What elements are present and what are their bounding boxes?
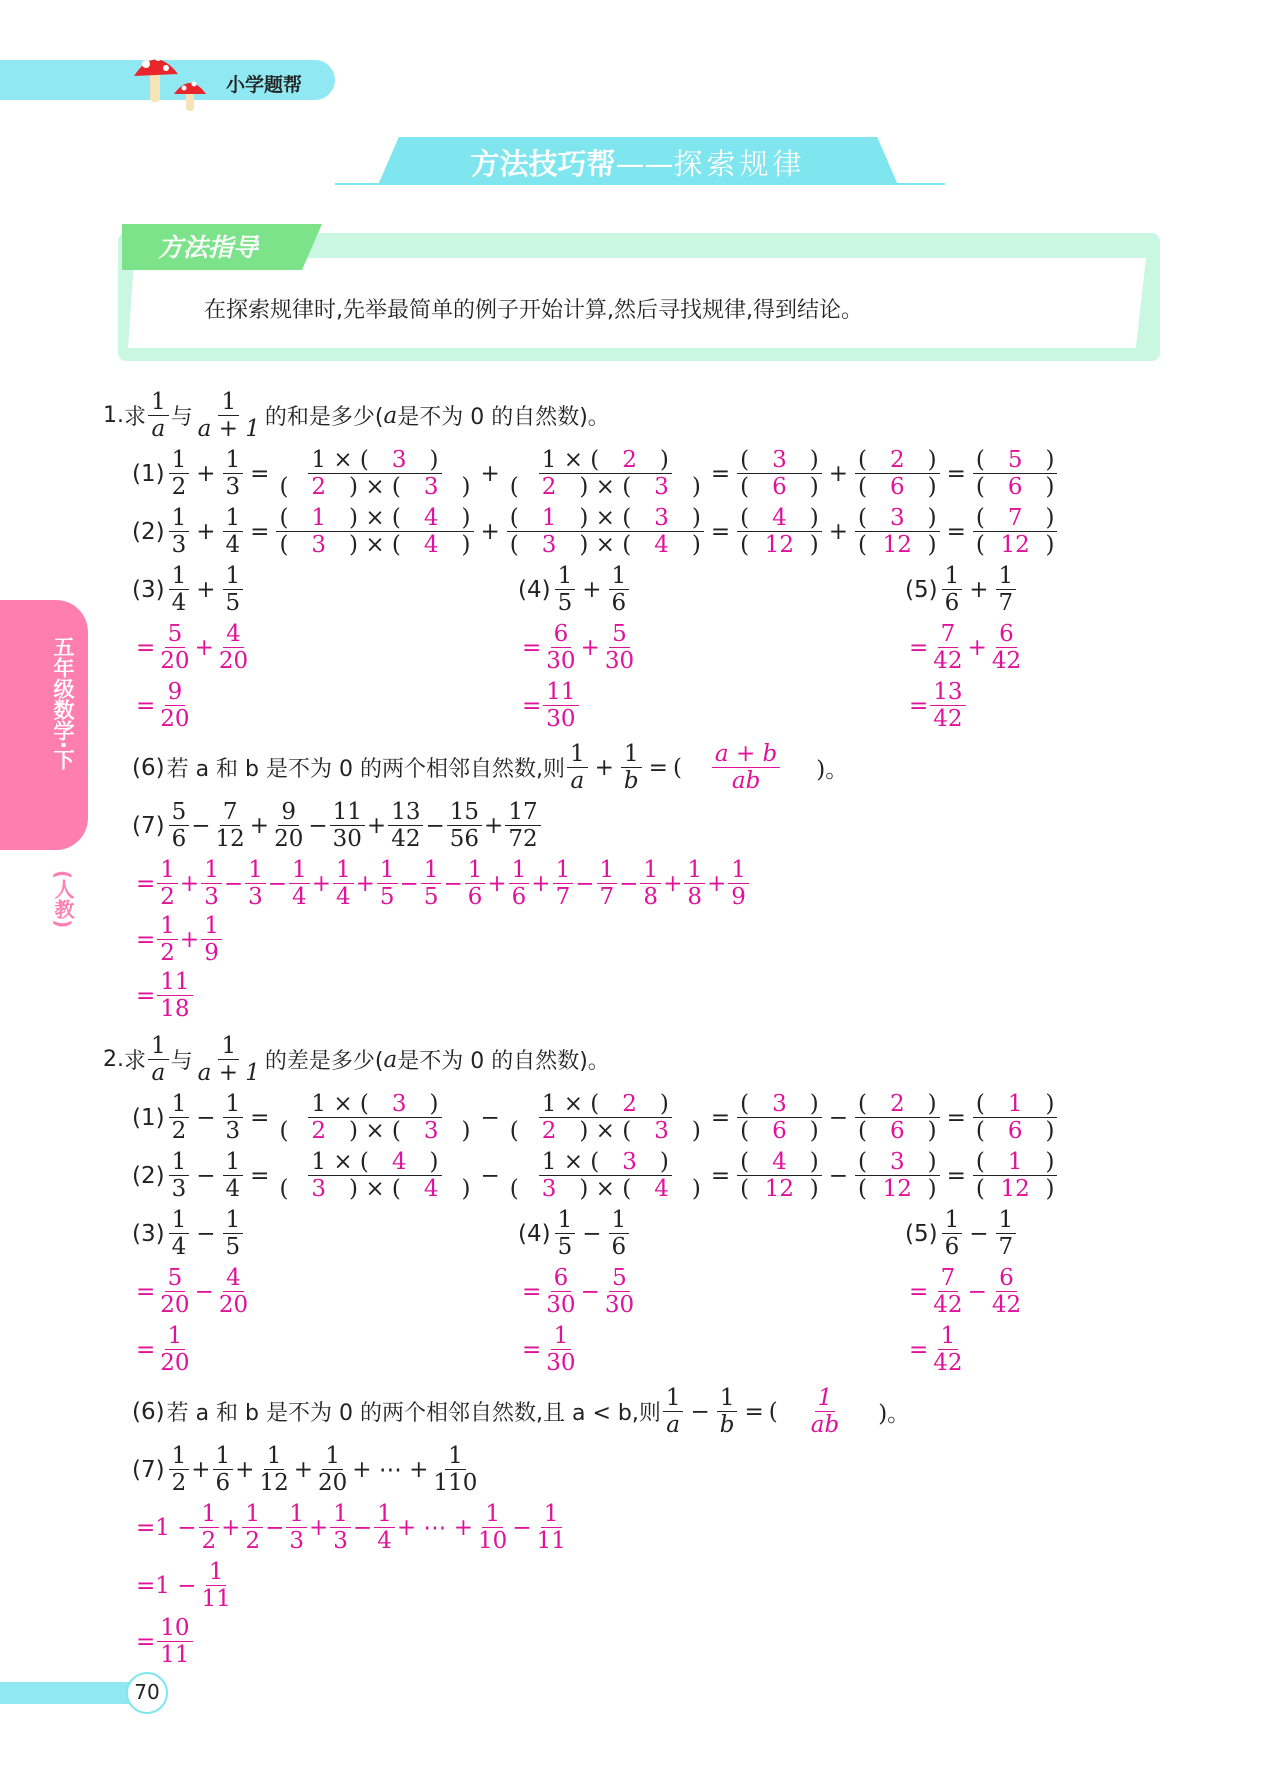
q1-part-7-step2: = $\frac{1}{2}$ + $\frac{1}{9}$: [136, 914, 224, 965]
q2-part-7-step2: =1 − $\frac{1}{11}$: [136, 1559, 231, 1613]
mushroom-icon: [130, 44, 220, 114]
q1-part-7-step1: = $\frac{1}{2}$ + $\frac{1}{3}$ − $\frac{1}{3}$ − $\frac{1}{4}$ + $\frac{1}{4}$ + $\frac{1}{5}$ − $\frac{1}{5}$ − $\frac{1}{6}$ + $\frac{1}{6}$ + $\frac{1}{7}$ − $\frac{1}{7}$ − $\frac{1}{8}$ + $\frac{1}{8}$ + $\frac{1}{9}$: [136, 858, 751, 909]
page-title: 方法技巧帮——探索规律: [470, 147, 806, 181]
q2-heading: 2. 求 $\frac{1}{a}$ 与 $\frac{1}{a + 1}$ 的差是多少( a 是不为 0 的自然数)。: [103, 1033, 610, 1087]
q1-part-1: (1) $\frac{1}{2}$ + $\frac{1}{3}$ = $\frac{1 \times ( 3 )}{( 2 ) \times ( 3 )}$ + $\frac{1 \times ( 2 )}{( 2 ) \times ( 3 )}$ = $\frac{( 3 )}{( 6 )}$ + $\frac{( 2 )}{( 6 )}$ = $\frac{( 5 )}{( 6 )}$: [132, 448, 1059, 499]
q1-part-7: (7) $\frac{5}{6}$ − $\frac{7}{12}$ + $\frac{9}{20}$ − $\frac{11}{30}$ + $\frac{13}{42}$ − $\frac{15}{56}$ + $\frac{17}{72}$: [132, 800, 543, 851]
page-number: 70: [134, 1680, 160, 1704]
q1-heading: 1. 求 $\frac{1}{a}$ 与 $\frac{1}{a + 1}$ 的和是多少( a 是不为 0 的自然数)。: [103, 389, 610, 443]
method-tag-label: 方法指导: [158, 233, 259, 262]
side-tab-edition: (人教): [51, 870, 75, 929]
q2-part-1: (1) $\frac{1}{2}$ − $\frac{1}{3}$ = $\frac{1 \times ( 3 )}{( 2 ) \times ( 3 )}$ − $\frac{1 \times ( 2 )}{( 2 ) \times ( 3 )}$ = $\frac{( 3 )}{( 6 )}$ − $\frac{( 2 )}{( 6 )}$ = $\frac{( 1 )}{( 6 )}$: [132, 1092, 1059, 1143]
q1-part-5: (5) $\frac{1}{6}$ + $\frac{1}{7}$: [905, 564, 1018, 615]
q1-part-3: (3) $\frac{1}{4}$ + $\frac{1}{5}$: [132, 564, 245, 615]
q2-part-6: (6) 若 a 和 b 是不为 0 的两个相邻自然数,且 a < b,则 $\frac{1}{a}$ − $\frac{1}{b}$ = ( $\frac{1}{ab}$ )。: [132, 1385, 911, 1439]
method-text: 在探索规律时,先举最简单的例子开始计算,然后寻找规律,得到结论。: [204, 298, 863, 323]
q1-part-2: (2) $\frac{1}{3}$ + $\frac{1}{4}$ = $\frac{( 1 ) \times ( 4 )}{( 3 ) \times ( 4 )}$ + $\frac{( 1 ) \times ( 3 )}{( 3 ) \times ( 4 )}$ = $\frac{( 4 )}{( 12 )}$ + $\frac{( 3 )}{( 12 )}$ = $\frac{( 7 )}{( 12 )}$: [132, 506, 1059, 557]
q2-part-4: (4) $\frac{1}{5}$ − $\frac{1}{6}$: [518, 1208, 631, 1259]
q2-part-3: (3) $\frac{1}{4}$ − $\frac{1}{5}$: [132, 1208, 245, 1259]
q2-part-7-result: = $\frac{10}{11}$: [136, 1616, 195, 1667]
q1-part-7-result: = $\frac{11}{18}$: [136, 970, 195, 1021]
q2-part-2: (2) $\frac{1}{3}$ − $\frac{1}{4}$ = $\frac{1 \times ( 4 )}{( 3 ) \times ( 4 )}$ − $\frac{1 \times ( 3 )}{( 3 ) \times ( 4 )}$ = $\frac{( 4 )}{( 12 )}$ − $\frac{( 3 )}{( 12 )}$ = $\frac{( 1 )}{( 12 )}$: [132, 1150, 1059, 1201]
q2-part-7: (7) $\frac{1}{2}$ + $\frac{1}{6}$ + $\frac{1}{12}$ + $\frac{1}{20}$ + ⋯ + $\frac{1}{110}$: [132, 1443, 478, 1497]
q2-part-5: (5) $\frac{1}{6}$ − $\frac{1}{7}$: [905, 1208, 1018, 1259]
q1-part-4: (4) $\frac{1}{5}$ + $\frac{1}{6}$: [518, 564, 631, 615]
side-tab-grade: 五年级数学·下: [51, 636, 75, 770]
q1-part-6: (6) 若 a 和 b 是不为 0 的两个相邻自然数,则 $\frac{1}{a}$ + $\frac{1}{b}$ = ( $\frac{a + b}{ab}$ )。: [132, 741, 849, 795]
q2-part-7-step1: =1 − $\frac{1}{2}$ + $\frac{1}{2}$ − $\frac{1}{3}$ + $\frac{1}{3}$ − $\frac{1}{4}$ + ⋯ + $\frac{1}{10}$ − $\frac{1}{11}$: [136, 1501, 566, 1555]
brand-label: 小学题帮: [226, 74, 303, 96]
